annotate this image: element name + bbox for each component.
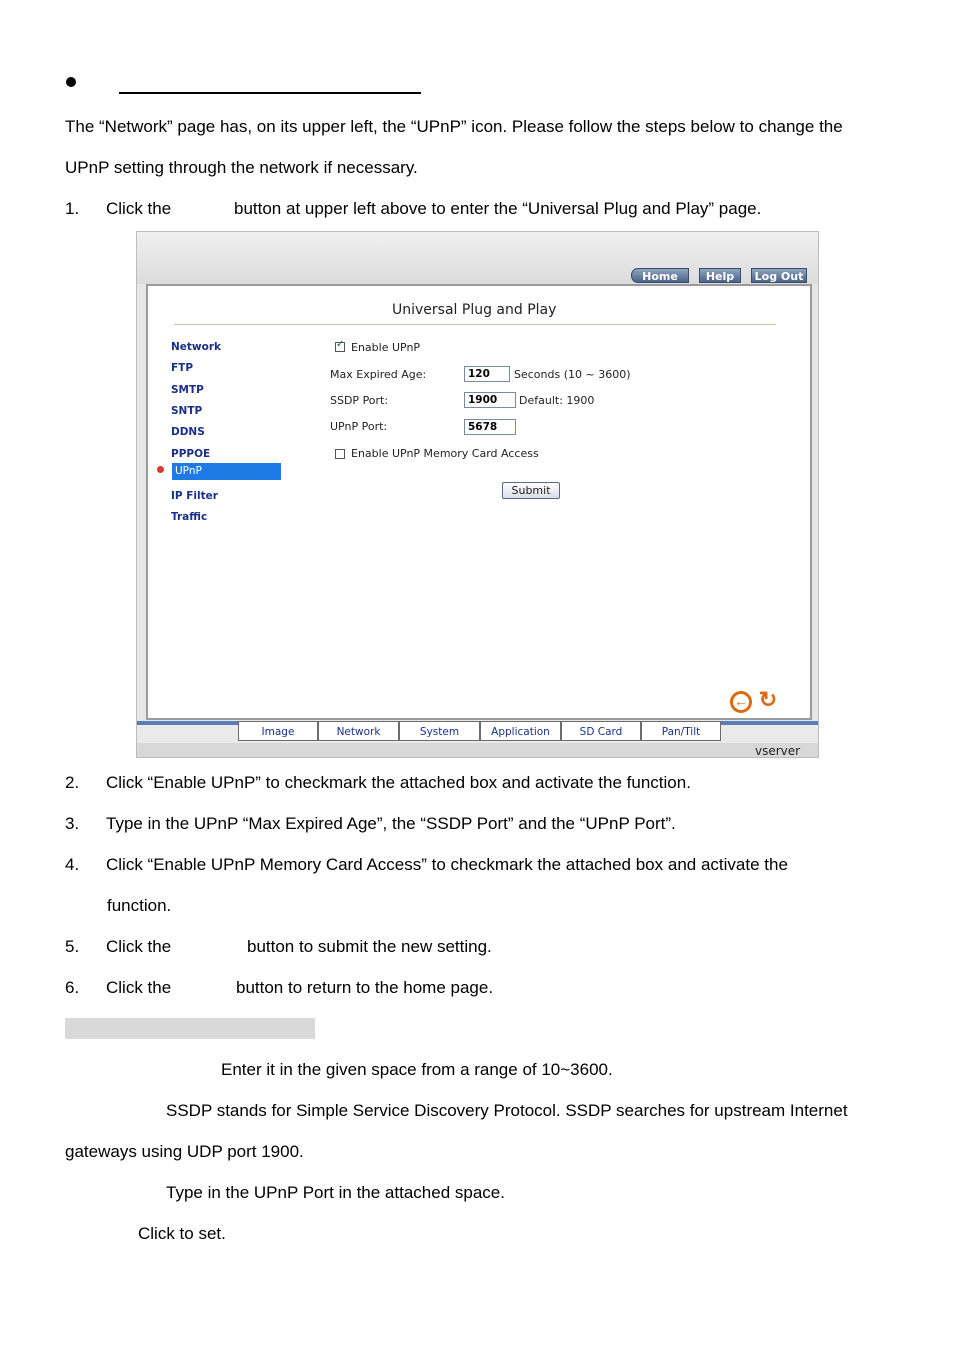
memory-card-label: Enable UPnP Memory Card Access <box>351 447 539 460</box>
step-5-number: 5. <box>65 937 80 956</box>
brand-label: vserver <box>755 744 801 758</box>
step-4-text: Click “Enable UPnP Memory Card Access” to checkmark the attached box and activate the <box>106 855 788 874</box>
upnp-port-description: Type in the UPnP Port in the attached space. <box>166 1183 505 1202</box>
nav-item-ftp[interactable]: FTP <box>171 362 194 374</box>
nav-item-traffic[interactable]: Traffic <box>171 511 208 523</box>
max-age-description: Enter it in the given space from a range of 10~3600. <box>221 1060 613 1079</box>
step-1-number: 1. <box>65 199 80 218</box>
page-title: Universal Plug and Play <box>392 302 557 318</box>
nav-item-pppoe[interactable]: PPPOE <box>171 448 211 460</box>
step-3-number: 3. <box>65 814 80 833</box>
selected-indicator-icon <box>157 466 164 473</box>
nav-item-ip-filter[interactable]: IP Filter <box>171 490 218 502</box>
tab-image[interactable]: Image <box>238 721 318 741</box>
heading-underline <box>119 92 421 94</box>
step-1-text-after: button at upper left above to enter the “Universal Plug and Play” page. <box>234 199 762 218</box>
logout-button[interactable]: Log Out <box>751 268 807 283</box>
screenshot-footer <box>137 743 818 758</box>
refresh-icon[interactable]: ↻ <box>758 687 778 712</box>
title-divider <box>174 324 776 325</box>
step-4-number: 4. <box>65 855 80 874</box>
step-2-number: 2. <box>65 773 80 792</box>
intro-line-2: UPnP setting through the network if necessary. <box>65 158 418 177</box>
ssdp-port-input[interactable]: 1900 <box>464 392 516 408</box>
submit-description: Click to set. <box>138 1224 226 1243</box>
content-panel <box>146 284 812 720</box>
section-heading-bar <box>65 1018 315 1039</box>
step-3-text: Type in the UPnP “Max Expired Age”, the “SSDP Port” and the “UPnP Port”. <box>106 814 676 833</box>
tab-sd-card[interactable]: SD Card <box>561 721 641 741</box>
checkmark-icon: ✓ <box>336 339 345 350</box>
max-age-input[interactable]: 120 <box>464 366 510 382</box>
enable-upnp-checkbox[interactable] <box>335 339 345 352</box>
nav-item-sntp[interactable]: SNTP <box>171 405 203 417</box>
tab-network[interactable]: Network <box>318 721 399 741</box>
upnp-screenshot <box>136 231 819 758</box>
step-6-text-before: Click the <box>106 978 172 997</box>
step-4-text-continued: function. <box>107 896 172 915</box>
ssdp-port-label: SSDP Port: <box>330 394 389 407</box>
ssdp-description-line-2: gateways using UDP port 1900. <box>65 1142 304 1161</box>
upnp-port-label: UPnP Port: <box>330 420 388 433</box>
submit-button[interactable]: Submit <box>502 482 560 499</box>
tab-system[interactable]: System <box>399 721 480 741</box>
max-age-label: Max Expired Age: <box>330 368 427 381</box>
bullet-icon <box>66 77 76 87</box>
nav-item-network[interactable]: Network <box>171 341 222 353</box>
tab-pan-tilt[interactable]: Pan/Tilt <box>641 721 721 741</box>
nav-item-upnp[interactable]: UPnP <box>172 463 281 480</box>
intro-line-1: The “Network” page has, on its upper left, the “UPnP” icon. Please follow the steps below to change the <box>65 117 843 136</box>
ssdp-port-hint: Default: 1900 <box>519 394 595 407</box>
step-6-text-after: button to return to the home page. <box>236 978 494 997</box>
step-6-number: 6. <box>65 978 80 997</box>
step-5-text-after: button to submit the new setting. <box>247 937 492 956</box>
memory-card-checkbox[interactable] <box>335 449 345 459</box>
nav-item-smtp[interactable]: SMTP <box>171 384 204 396</box>
step-2-text: Click “Enable UPnP” to checkmark the attached box and activate the function. <box>106 773 691 792</box>
upnp-port-input[interactable]: 5678 <box>464 419 516 435</box>
back-arrow-icon[interactable]: ← <box>730 691 752 713</box>
step-1-text-before: Click the <box>106 199 172 218</box>
home-button[interactable]: Home <box>631 268 689 283</box>
enable-upnp-label: Enable UPnP <box>351 341 421 354</box>
tab-application[interactable]: Application <box>480 721 561 741</box>
nav-item-ddns[interactable]: DDNS <box>171 426 205 438</box>
max-age-hint: Seconds (10 ~ 3600) <box>514 368 631 381</box>
ssdp-description-line-1: SSDP stands for Simple Service Discovery Protocol. SSDP searches for upstream Internet <box>166 1101 848 1120</box>
step-5-text-before: Click the <box>106 937 172 956</box>
help-button[interactable]: Help <box>699 268 741 283</box>
